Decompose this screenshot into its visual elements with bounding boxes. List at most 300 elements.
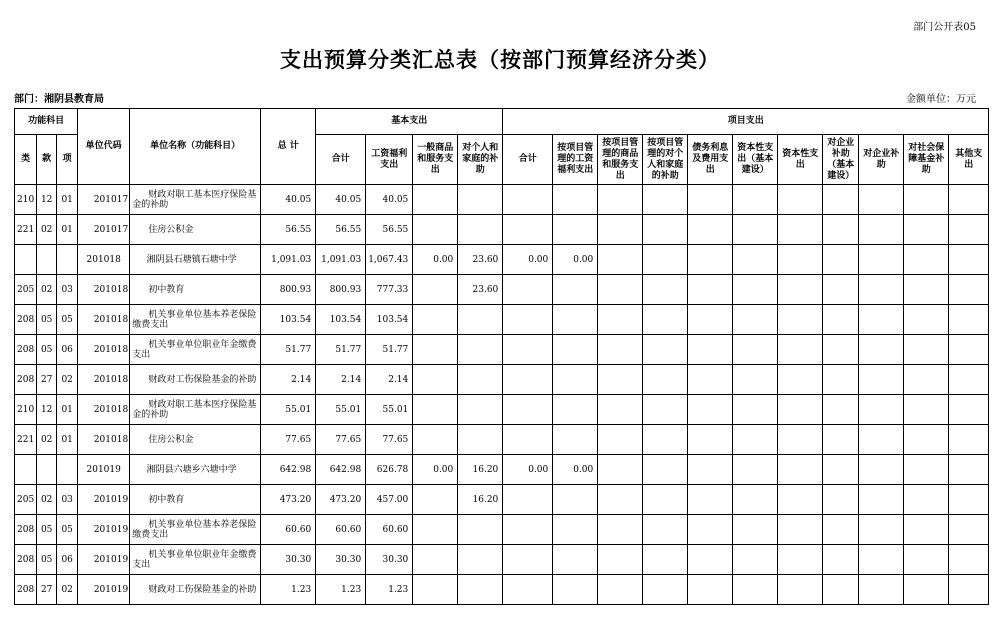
empty-cell	[598, 185, 643, 215]
basic-goods-cell	[413, 335, 458, 365]
empty-cell	[823, 575, 859, 605]
kuan-cell: 27	[37, 575, 57, 605]
total-cell: 2.14	[261, 365, 316, 395]
basic-sub-header: 合计	[316, 135, 366, 185]
basic-total-cell: 800.93	[316, 275, 366, 305]
empty-cell	[598, 365, 643, 395]
total-cell: 40.05	[261, 185, 316, 215]
empty-cell	[859, 575, 904, 605]
table-row	[15, 365, 989, 395]
unit-code-cell: 201017	[78, 215, 130, 245]
basic-wage-cell: 40.05	[366, 185, 413, 215]
empty-cell	[823, 275, 859, 305]
basic-wage-cell: 2.14	[366, 365, 413, 395]
lei-cell: 210	[15, 395, 37, 425]
empty-cell	[904, 215, 949, 245]
unit-name-cell: 财政对职工基本医疗保险基金的补助	[130, 185, 261, 215]
total-cell: 103.54	[261, 305, 316, 335]
basic-total-cell: 473.20	[316, 485, 366, 515]
empty-cell	[859, 275, 904, 305]
unit-code-header: 单位代码	[78, 109, 130, 185]
table-row	[15, 395, 989, 425]
basic-personal-cell	[458, 185, 503, 215]
empty-cell	[778, 485, 823, 515]
project-total-cell	[503, 305, 553, 335]
unit-name-cell: 湘阴县石塘镇石塘中学	[130, 245, 261, 275]
xiang-cell: 01	[57, 215, 78, 245]
basic-personal-cell	[458, 335, 503, 365]
xiang-cell: 02	[57, 365, 78, 395]
basic-wage-cell: 56.55	[366, 215, 413, 245]
lei-cell: 208	[15, 365, 37, 395]
kuan-cell: 05	[37, 545, 57, 575]
empty-cell	[733, 275, 778, 305]
unit-name-cell: 财政对工伤保险基金的补助	[130, 575, 261, 605]
xiang-cell: 03	[57, 275, 78, 305]
empty-cell	[904, 305, 949, 335]
table-row	[15, 425, 989, 455]
project-total-cell	[503, 275, 553, 305]
empty-cell	[859, 395, 904, 425]
empty-cell	[733, 395, 778, 425]
empty-cell	[904, 275, 949, 305]
empty-cell	[949, 245, 989, 275]
empty-cell	[949, 575, 989, 605]
empty-cell	[688, 515, 733, 545]
empty-cell	[823, 365, 859, 395]
empty-cell	[643, 215, 688, 245]
basic-personal-cell: 23.60	[458, 275, 503, 305]
empty-cell	[688, 185, 733, 215]
xiang-cell	[57, 245, 78, 275]
project-sub-header: 按项目管理的对个人和家庭的补助	[643, 135, 688, 185]
xiang-cell: 03	[57, 485, 78, 515]
unit-name-cell: 初中教育	[130, 485, 261, 515]
empty-cell	[823, 245, 859, 275]
empty-cell	[778, 335, 823, 365]
basic-goods-cell	[413, 515, 458, 545]
empty-cell	[643, 425, 688, 455]
lei-cell	[15, 455, 37, 485]
empty-cell	[688, 245, 733, 275]
basic-total-cell: 30.30	[316, 545, 366, 575]
empty-cell	[643, 245, 688, 275]
form-code: 部门公开表05	[913, 22, 976, 33]
lei-cell: 208	[15, 575, 37, 605]
lei-cell: 205	[15, 485, 37, 515]
project-wage-cell	[553, 275, 598, 305]
empty-cell	[778, 365, 823, 395]
empty-cell	[733, 485, 778, 515]
empty-cell	[778, 575, 823, 605]
basic-goods-cell	[413, 275, 458, 305]
project-wage-cell	[553, 305, 598, 335]
empty-cell	[598, 305, 643, 335]
empty-cell	[904, 425, 949, 455]
empty-cell	[643, 515, 688, 545]
lei-cell	[15, 245, 37, 275]
basic-personal-cell: 23.60	[458, 245, 503, 275]
basic-total-cell: 103.54	[316, 305, 366, 335]
empty-cell	[823, 185, 859, 215]
table-row	[15, 485, 989, 515]
empty-cell	[778, 185, 823, 215]
unit-name-cell: 住房公积金	[130, 215, 261, 245]
project-sub-header: 其他支出	[949, 135, 989, 185]
kuan-cell	[37, 245, 57, 275]
unit-name-cell: 财政对工伤保险基金的补助	[130, 365, 261, 395]
empty-cell	[859, 485, 904, 515]
unit-code-cell: 201018	[78, 365, 130, 395]
empty-cell	[904, 455, 949, 485]
empty-cell	[643, 395, 688, 425]
basic-goods-cell	[413, 575, 458, 605]
project-sub-header: 按项目管理的商品和服务支出	[598, 135, 643, 185]
basic-wage-cell: 1,067.43	[366, 245, 413, 275]
kuan-header: 款	[37, 135, 57, 185]
project-total-cell	[503, 335, 553, 365]
basic-wage-cell: 626.78	[366, 455, 413, 485]
total-cell: 1.23	[261, 575, 316, 605]
basic-total-cell: 40.05	[316, 185, 366, 215]
project-sub-header: 按项目管理的工资福利支出	[553, 135, 598, 185]
project-sub-header: 资本性支出	[778, 135, 823, 185]
empty-cell	[598, 335, 643, 365]
lei-header: 类	[15, 135, 37, 185]
unit-name-cell: 机关事业单位基本养老保险缴费支出	[130, 515, 261, 545]
empty-cell	[904, 335, 949, 365]
unit-name-cell: 机关事业单位职业年金缴费支出	[130, 545, 261, 575]
project-sub-header: 资本性支出（基本建设）	[733, 135, 778, 185]
empty-cell	[859, 545, 904, 575]
unit-code-cell: 201018	[78, 275, 130, 305]
empty-cell	[598, 455, 643, 485]
xiang-cell	[57, 455, 78, 485]
total-cell: 800.93	[261, 275, 316, 305]
unit-code-cell: 201019	[78, 485, 130, 515]
amount-unit-label: 金额单位：万元	[906, 94, 976, 105]
empty-cell	[688, 395, 733, 425]
empty-cell	[733, 425, 778, 455]
unit-code-cell: 201019	[78, 455, 130, 485]
kuan-cell: 12	[37, 185, 57, 215]
empty-cell	[949, 545, 989, 575]
unit-code-cell: 201019	[78, 575, 130, 605]
basic-goods-cell: 0.00	[413, 245, 458, 275]
empty-cell	[733, 545, 778, 575]
budget-table	[14, 108, 989, 605]
basic-goods-cell	[413, 425, 458, 455]
empty-cell	[859, 425, 904, 455]
empty-cell	[904, 245, 949, 275]
lei-cell: 208	[15, 305, 37, 335]
empty-cell	[688, 335, 733, 365]
project-total-cell	[503, 395, 553, 425]
basic-personal-cell	[458, 305, 503, 335]
project-total-cell: 0.00	[503, 455, 553, 485]
basic-total-cell: 60.60	[316, 515, 366, 545]
table-row	[15, 515, 989, 545]
empty-cell	[598, 575, 643, 605]
empty-cell	[823, 545, 859, 575]
basic-total-cell: 1,091.03	[316, 245, 366, 275]
unit-code-cell: 201019	[78, 515, 130, 545]
unit-summary-row	[15, 455, 989, 485]
empty-cell	[733, 305, 778, 335]
empty-cell	[823, 335, 859, 365]
empty-cell	[778, 245, 823, 275]
unit-name-cell: 初中教育	[130, 275, 261, 305]
project-wage-cell	[553, 485, 598, 515]
xiang-cell: 06	[57, 545, 78, 575]
total-cell: 60.60	[261, 515, 316, 545]
empty-cell	[904, 515, 949, 545]
xiang-cell: 01	[57, 185, 78, 215]
unit-name-cell: 住房公积金	[130, 425, 261, 455]
empty-cell	[598, 545, 643, 575]
empty-cell	[859, 455, 904, 485]
project-sub-header: 对企业补助	[859, 135, 904, 185]
empty-cell	[949, 485, 989, 515]
project-total-cell	[503, 365, 553, 395]
empty-cell	[598, 215, 643, 245]
empty-cell	[598, 395, 643, 425]
project-expense-header: 项目支出	[503, 109, 989, 135]
empty-cell	[949, 275, 989, 305]
empty-cell	[949, 395, 989, 425]
empty-cell	[949, 215, 989, 245]
table-row	[15, 275, 989, 305]
lei-cell: 208	[15, 335, 37, 365]
table-row	[15, 305, 989, 335]
project-total-cell	[503, 185, 553, 215]
basic-goods-cell	[413, 365, 458, 395]
total-cell: 55.01	[261, 395, 316, 425]
table-row	[15, 185, 989, 215]
project-wage-cell	[553, 425, 598, 455]
lei-cell: 205	[15, 275, 37, 305]
unit-code-cell: 201018	[78, 245, 130, 275]
xiang-cell: 01	[57, 425, 78, 455]
lei-cell: 208	[15, 515, 37, 545]
lei-cell: 208	[15, 545, 37, 575]
empty-cell	[778, 275, 823, 305]
unit-code-cell: 201017	[78, 185, 130, 215]
empty-cell	[778, 305, 823, 335]
total-cell: 1,091.03	[261, 245, 316, 275]
func-subject-header: 功能科目	[15, 109, 78, 135]
empty-cell	[859, 185, 904, 215]
basic-total-cell: 51.77	[316, 335, 366, 365]
basic-goods-cell	[413, 185, 458, 215]
basic-goods-cell	[413, 215, 458, 245]
empty-cell	[778, 395, 823, 425]
empty-cell	[904, 485, 949, 515]
project-sub-header: 债务利息及费用支出	[688, 135, 733, 185]
empty-cell	[949, 455, 989, 485]
basic-wage-cell: 55.01	[366, 395, 413, 425]
basic-total-cell: 55.01	[316, 395, 366, 425]
project-wage-cell: 0.00	[553, 455, 598, 485]
kuan-cell: 05	[37, 305, 57, 335]
empty-cell	[643, 485, 688, 515]
empty-cell	[778, 455, 823, 485]
unit-code-cell: 201018	[78, 305, 130, 335]
unit-name-cell: 财政对职工基本医疗保险基金的补助	[130, 395, 261, 425]
project-total-cell	[503, 425, 553, 455]
page-title: 支出预算分类汇总表（按部门预算经济分类）	[280, 47, 720, 72]
empty-cell	[949, 365, 989, 395]
basic-personal-cell	[458, 515, 503, 545]
xiang-cell: 05	[57, 305, 78, 335]
empty-cell	[598, 245, 643, 275]
empty-cell	[904, 545, 949, 575]
project-total-cell	[503, 515, 553, 545]
empty-cell	[733, 575, 778, 605]
empty-cell	[688, 485, 733, 515]
empty-cell	[778, 545, 823, 575]
basic-personal-cell	[458, 425, 503, 455]
empty-cell	[688, 305, 733, 335]
basic-personal-cell: 16.20	[458, 455, 503, 485]
empty-cell	[598, 425, 643, 455]
basic-personal-cell: 16.20	[458, 485, 503, 515]
total-cell: 56.55	[261, 215, 316, 245]
empty-cell	[688, 545, 733, 575]
table-row	[15, 335, 989, 365]
basic-sub-header: 工资福利支出	[366, 135, 413, 185]
basic-goods-cell	[413, 395, 458, 425]
xiang-header: 项	[57, 135, 78, 185]
empty-cell	[823, 485, 859, 515]
project-wage-cell	[553, 365, 598, 395]
empty-cell	[778, 515, 823, 545]
project-wage-cell	[553, 185, 598, 215]
basic-sub-header: 一般商品和服务支出	[413, 135, 458, 185]
basic-personal-cell	[458, 365, 503, 395]
department-label: 部门：湘阴县教育局	[14, 94, 104, 105]
basic-expense-header: 基本支出	[316, 109, 503, 135]
empty-cell	[904, 575, 949, 605]
kuan-cell: 05	[37, 335, 57, 365]
empty-cell	[949, 515, 989, 545]
basic-wage-cell: 77.65	[366, 425, 413, 455]
empty-cell	[643, 365, 688, 395]
unit-code-cell: 201018	[78, 395, 130, 425]
project-wage-cell	[553, 395, 598, 425]
unit-name-header: 单位名称（功能科目）	[130, 109, 261, 185]
lei-cell: 221	[15, 215, 37, 245]
project-wage-cell	[553, 335, 598, 365]
empty-cell	[949, 185, 989, 215]
basic-personal-cell	[458, 545, 503, 575]
basic-personal-cell	[458, 215, 503, 245]
empty-cell	[733, 185, 778, 215]
project-total-cell: 0.00	[503, 245, 553, 275]
project-total-cell	[503, 575, 553, 605]
basic-wage-cell: 457.00	[366, 485, 413, 515]
empty-cell	[733, 365, 778, 395]
empty-cell	[688, 215, 733, 245]
xiang-cell: 02	[57, 575, 78, 605]
empty-cell	[859, 335, 904, 365]
kuan-cell: 02	[37, 425, 57, 455]
kuan-cell: 02	[37, 275, 57, 305]
kuan-cell: 12	[37, 395, 57, 425]
empty-cell	[733, 215, 778, 245]
xiang-cell: 01	[57, 395, 78, 425]
empty-cell	[859, 515, 904, 545]
total-cell: 30.30	[261, 545, 316, 575]
empty-cell	[598, 515, 643, 545]
empty-cell	[643, 335, 688, 365]
kuan-cell: 02	[37, 215, 57, 245]
empty-cell	[823, 305, 859, 335]
lei-cell: 221	[15, 425, 37, 455]
empty-cell	[823, 425, 859, 455]
unit-name-cell: 机关事业单位基本养老保险缴费支出	[130, 305, 261, 335]
basic-goods-cell	[413, 545, 458, 575]
empty-cell	[823, 215, 859, 245]
project-sub-header: 合计	[503, 135, 553, 185]
empty-cell	[823, 515, 859, 545]
lei-cell: 210	[15, 185, 37, 215]
empty-cell	[733, 245, 778, 275]
unit-name-cell: 机关事业单位职业年金缴费支出	[130, 335, 261, 365]
empty-cell	[823, 455, 859, 485]
xiang-cell: 06	[57, 335, 78, 365]
empty-cell	[598, 275, 643, 305]
empty-cell	[904, 395, 949, 425]
empty-cell	[778, 425, 823, 455]
basic-wage-cell: 30.30	[366, 545, 413, 575]
total-header: 总 计	[261, 109, 316, 185]
xiang-cell: 05	[57, 515, 78, 545]
project-wage-cell: 0.00	[553, 245, 598, 275]
empty-cell	[949, 305, 989, 335]
empty-cell	[643, 275, 688, 305]
total-cell: 77.65	[261, 425, 316, 455]
unit-code-cell: 201019	[78, 545, 130, 575]
basic-wage-cell: 777.33	[366, 275, 413, 305]
project-total-cell	[503, 485, 553, 515]
project-total-cell	[503, 545, 553, 575]
empty-cell	[904, 185, 949, 215]
kuan-cell	[37, 455, 57, 485]
empty-cell	[778, 215, 823, 245]
project-total-cell	[503, 215, 553, 245]
basic-goods-cell	[413, 305, 458, 335]
empty-cell	[688, 275, 733, 305]
table-row	[15, 545, 989, 575]
empty-cell	[904, 365, 949, 395]
basic-total-cell: 2.14	[316, 365, 366, 395]
table-row	[15, 575, 989, 605]
unit-code-cell: 201018	[78, 425, 130, 455]
table-row	[15, 215, 989, 245]
unit-code-cell: 201018	[78, 335, 130, 365]
empty-cell	[949, 335, 989, 365]
empty-cell	[859, 305, 904, 335]
basic-personal-cell	[458, 395, 503, 425]
total-cell: 642.98	[261, 455, 316, 485]
kuan-cell: 02	[37, 485, 57, 515]
empty-cell	[688, 455, 733, 485]
empty-cell	[643, 185, 688, 215]
empty-cell	[733, 515, 778, 545]
unit-summary-row	[15, 245, 989, 275]
empty-cell	[859, 245, 904, 275]
